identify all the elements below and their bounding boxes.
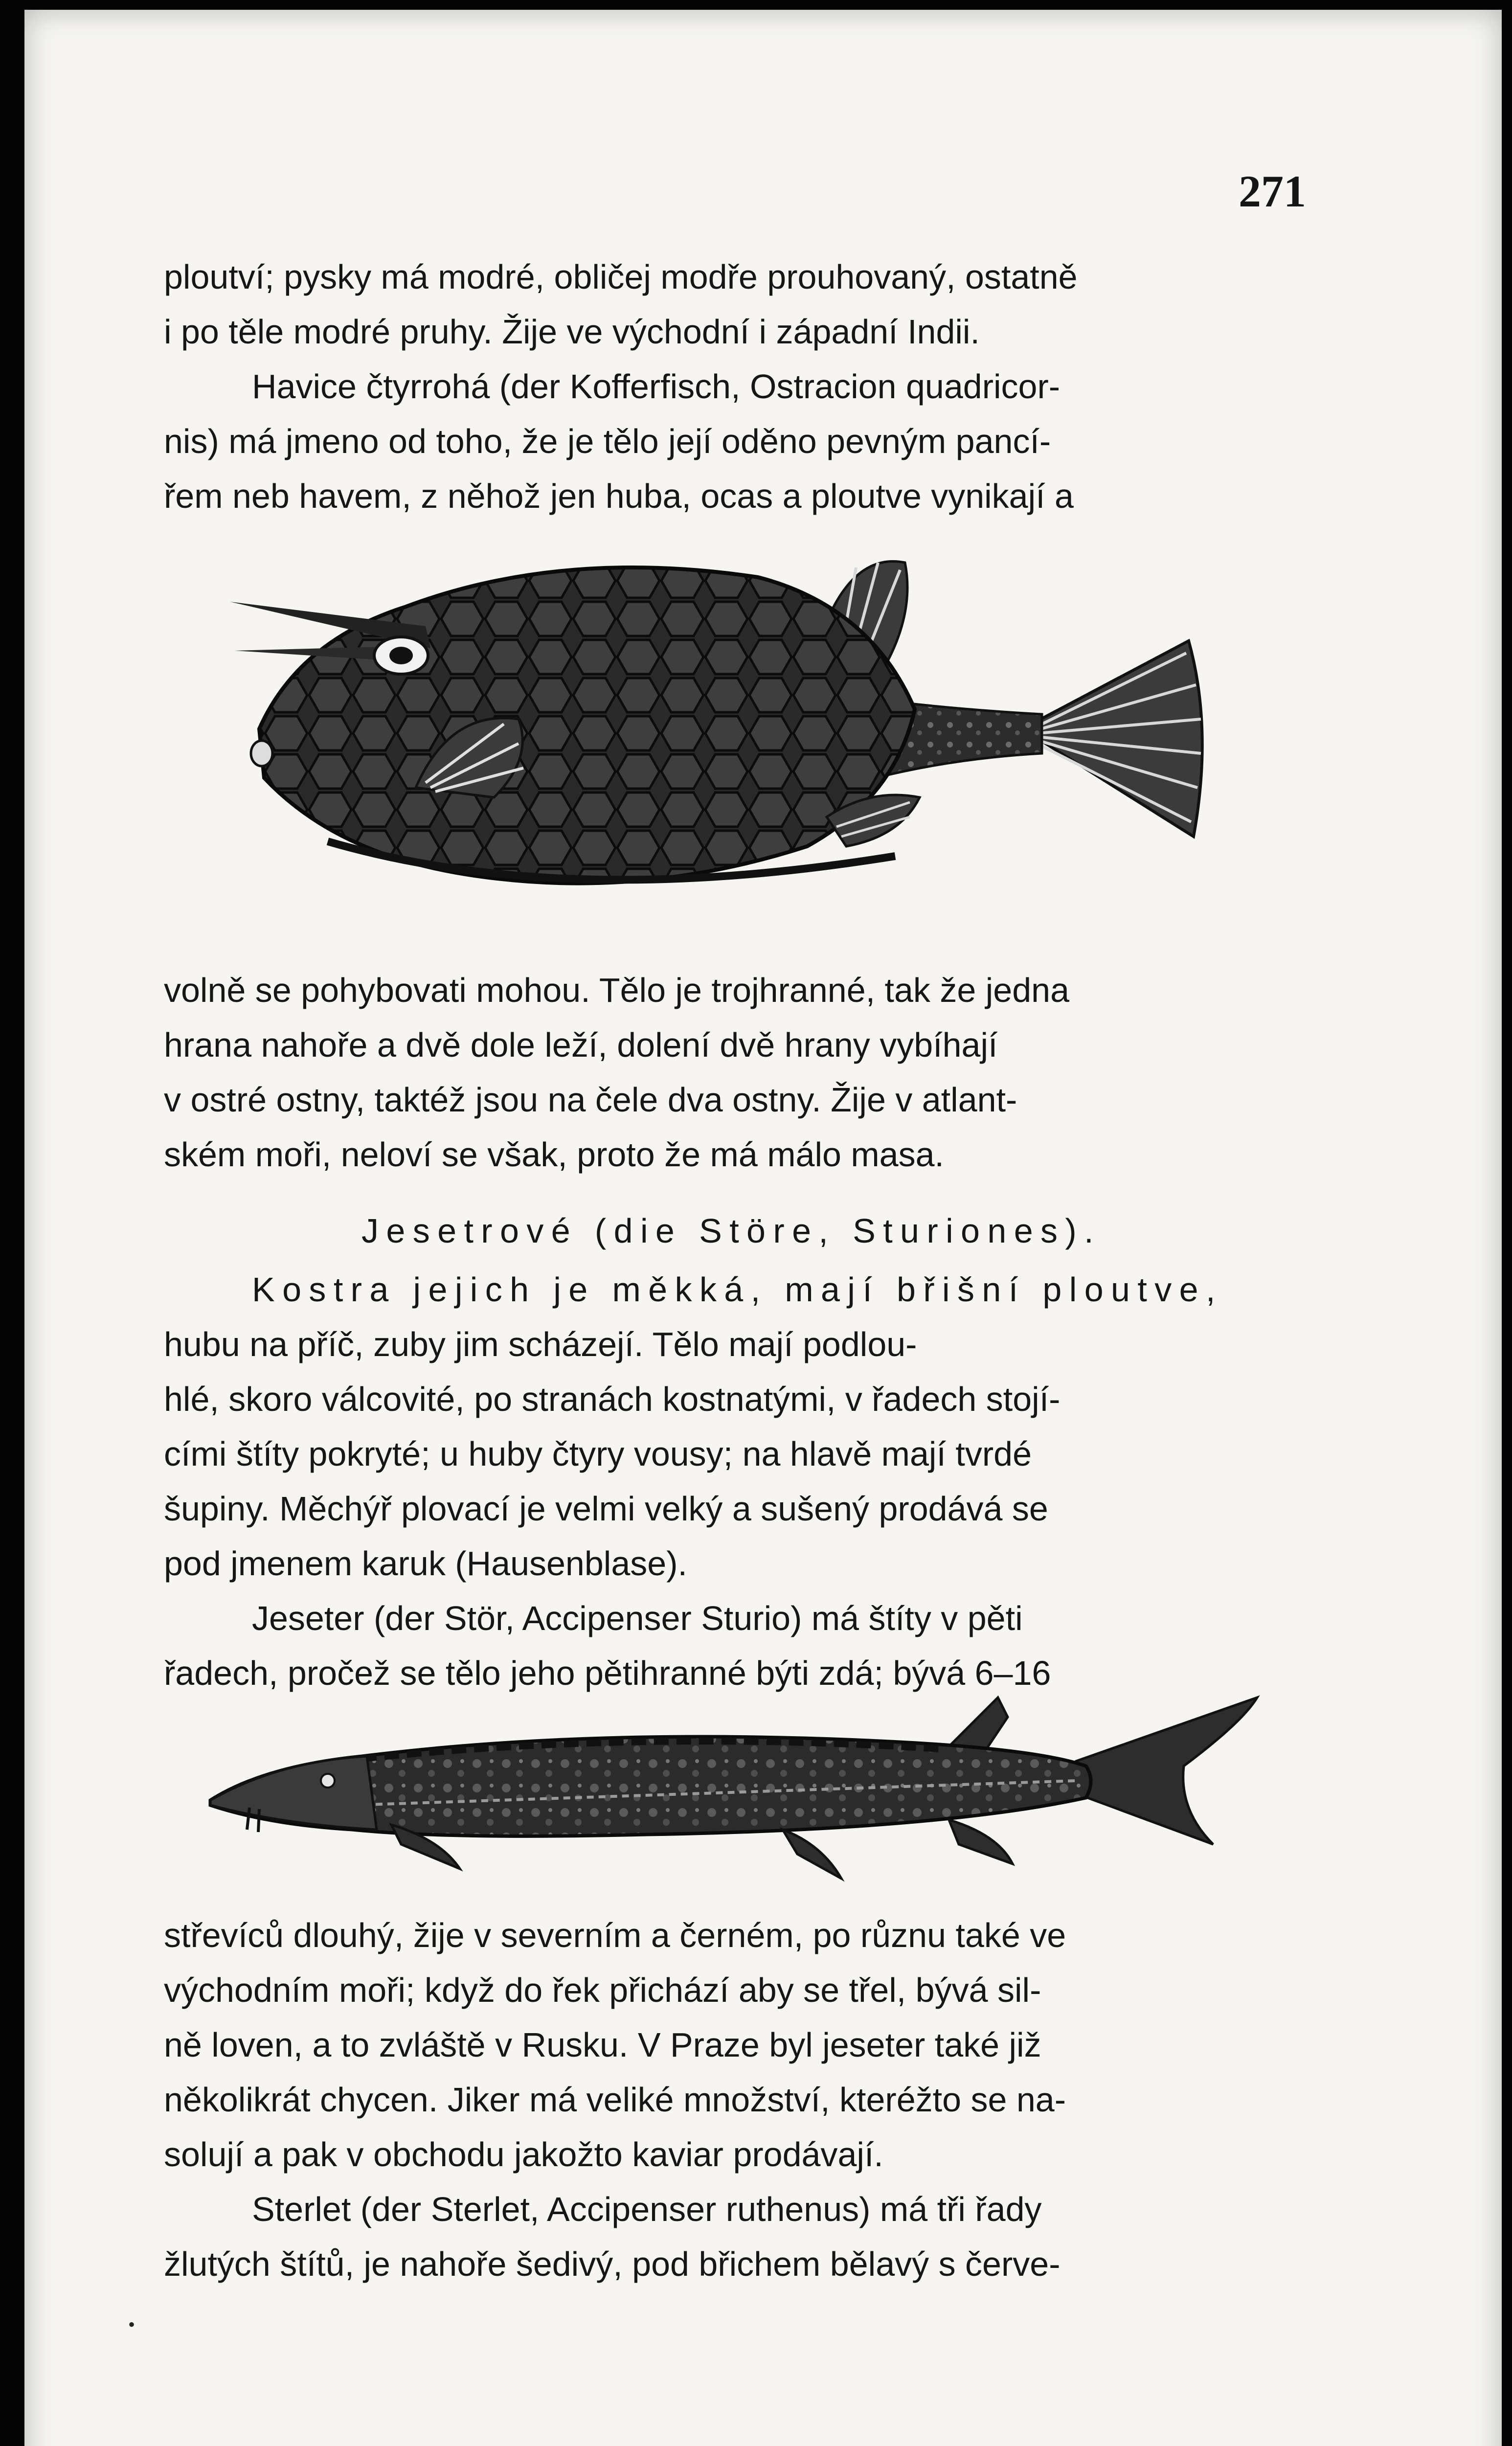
text-block-bottom bbox=[164, 1908, 1299, 2291]
text-block-sturgeon bbox=[164, 1262, 1299, 1700]
text-line: Kostra jejich je měkká, mají břišní ploutve, bbox=[252, 1270, 1223, 1309]
text-line: střevíců dlouhý, žije v severním a černém, po různu také ve bbox=[164, 1916, 1066, 1954]
text-line: hrana nahoře a dvě dole leží, dolení dvě hrany vybíhají bbox=[164, 1026, 998, 1064]
sturgeon-illustration bbox=[205, 1683, 1272, 1888]
text-line: i po těle modré pruhy. Žije ve východní i západní Indii. bbox=[164, 313, 980, 351]
text-line: v ostré ostny, taktéž jsou na čele dva ostny. Žije v atlant- bbox=[164, 1081, 1017, 1119]
text-line: Jeseter (der Stör, Accipenser Sturio) má štíty v pěti bbox=[252, 1599, 1023, 1637]
text-line: řem neb havem, z něhož jen huba, ocas a ploutve vynikají a bbox=[164, 477, 1074, 515]
text-line: Sterlet (der Sterlet, Accipenser ruthenus) má tři řady bbox=[252, 2190, 1042, 2228]
text-line: pod jmenem karuk (Hausenblase). bbox=[164, 1544, 687, 1583]
ink-speck: • bbox=[128, 2313, 135, 2335]
text-line: solují a pak v obchodu jakožto kaviar prodávají. bbox=[164, 2135, 883, 2174]
text-line: cími štíty pokryté; u huby čtyry vousy; na hlavě mají tvrdé bbox=[164, 1435, 1032, 1473]
book-page bbox=[24, 10, 1502, 2446]
text-line: řadech, pročež se tělo jeho pětihranné býti zdá; bývá 6–16 bbox=[164, 1654, 1051, 1692]
text-line: žlutých štítů, je nahoře šedivý, pod břichem bělavý s červe- bbox=[164, 2245, 1061, 2283]
text-line: ně loven, a to zvláště v Rusku. V Praze byl jeseter také již bbox=[164, 2026, 1041, 2064]
text-line: ploutví; pysky má modré, obličej modře prouhovaný, ostatně bbox=[164, 258, 1078, 296]
text-line: volně se pohybovati mohou. Tělo je trojhranné, tak že jedna bbox=[164, 971, 1070, 1009]
text-line: hubu na příč, zuby jim scházejí. Tělo mají podlou- bbox=[164, 1325, 917, 1363]
text-block-mid bbox=[164, 963, 1299, 1182]
boxfish-illustration bbox=[220, 523, 1238, 915]
section-heading: Jesetrové (die Störe, Sturiones). bbox=[361, 1212, 1101, 1250]
text-line: šupiny. Měchýř plovací je velmi velký a sušený prodává se bbox=[164, 1490, 1048, 1528]
page-number: 271 bbox=[1239, 166, 1306, 216]
text-line: Havice čtyrrohá (der Kofferfisch, Ostracion quadricor- bbox=[252, 367, 1061, 406]
text-line: nis) má jmeno od toho, že je tělo její oděno pevným pancí- bbox=[164, 422, 1051, 460]
text-line: východním moři; když do řek přichází aby se třel, bývá sil- bbox=[164, 1971, 1041, 2009]
text-block-top bbox=[164, 249, 1299, 523]
text-line: ském moři, neloví se však, proto že má málo masa. bbox=[164, 1135, 944, 1174]
text-line: hlé, skoro válcovité, po stranách kostnatými, v řadech stojí- bbox=[164, 1380, 1061, 1418]
text-line: několikrát chycen. Jiker má veliké množství, kteréžto se na- bbox=[164, 2081, 1066, 2119]
